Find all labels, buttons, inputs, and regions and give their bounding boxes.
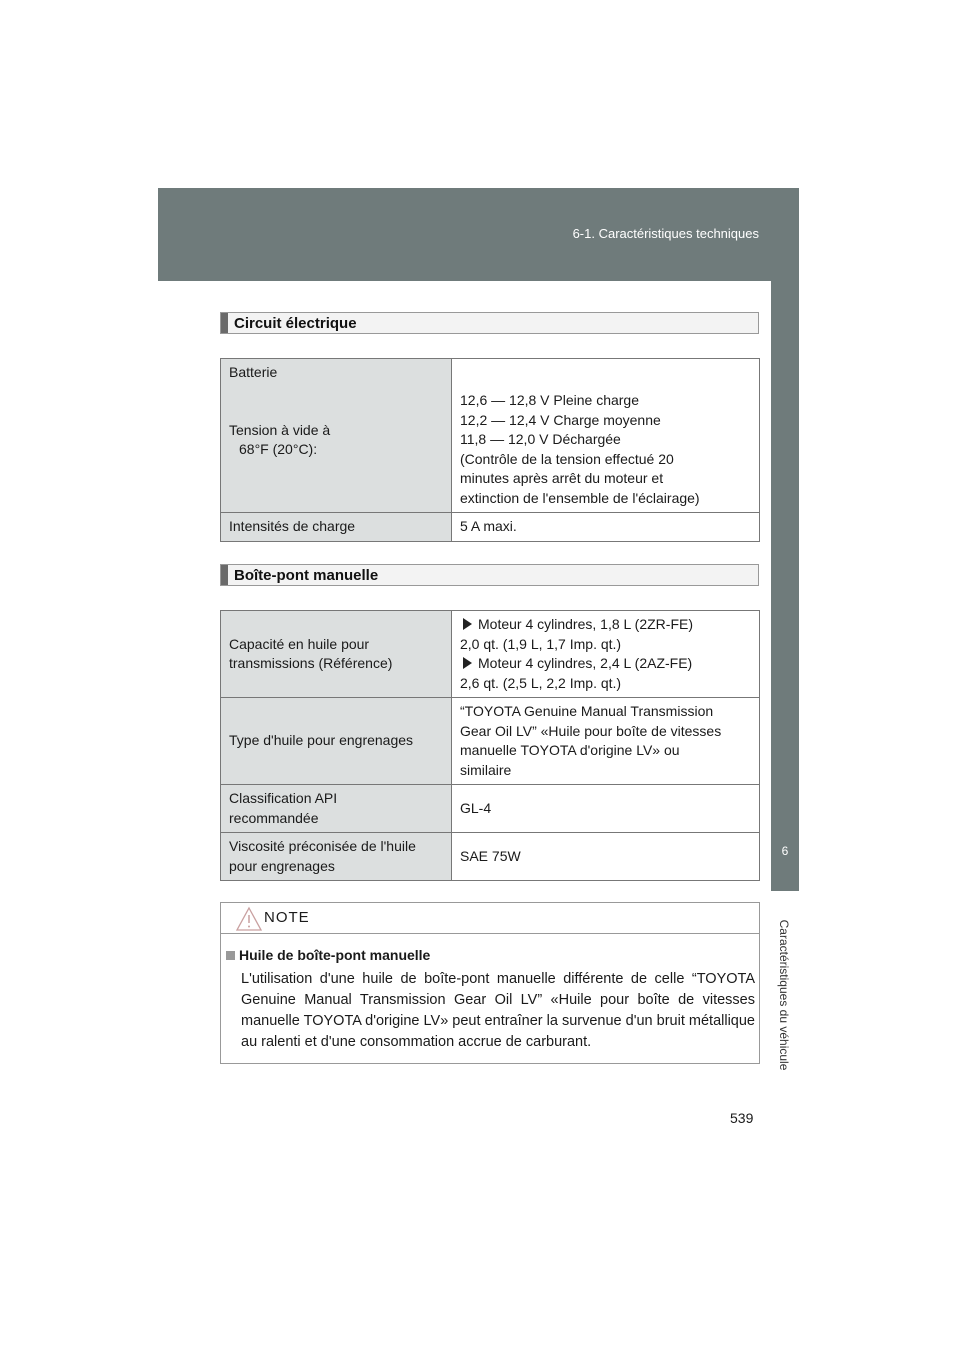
api-label-cell: [221, 785, 452, 833]
battery-label: Batterie: [229, 364, 278, 380]
oil-type-line-3: manuelle TOYOTA d'origine LV» ou: [460, 742, 680, 758]
section-heading-electrical: [220, 312, 759, 334]
battery-voltage-label: Tension à vide à: [229, 421, 331, 438]
charging-value: 5 A maxi.: [452, 513, 760, 542]
battery-value-cell: [452, 359, 760, 513]
section-heading-manual: [220, 564, 759, 586]
table-row: [221, 611, 760, 698]
battery-full: 12,6 — 12,8 V Pleine charge: [460, 392, 640, 408]
viscosity-label-2: pour engrenages: [229, 857, 335, 874]
viscosity-label-cell: [221, 833, 452, 881]
battery-temp-label: 68°F (20°C):: [239, 441, 318, 457]
capacity-value-cell: [452, 611, 760, 698]
capacity-label-2: transmissions (Référence): [229, 655, 393, 671]
oil-type-line-1: “TOYOTA Genuine Manual Transmission: [460, 703, 714, 719]
note-subtitle-row: [226, 947, 430, 963]
api-label-2: recommandée: [229, 809, 319, 826]
api-label-1: Classification API: [229, 790, 338, 806]
chapter-tab: 6: [771, 811, 799, 891]
battery-discharged: 11,8 — 12,0 V Déchargée: [460, 431, 621, 447]
note-subtitle: Huile de boîte-pont manuelle: [239, 947, 431, 963]
electrical-spec-table: [220, 358, 760, 542]
capacity-label-cell: [221, 611, 452, 698]
battery-note-1: (Contrôle de la tension effectué 20: [460, 450, 674, 467]
oil-type-line-2: Gear Oil LV” «Huile pour boîte de vitesses: [460, 722, 722, 739]
viscosity-label-1: Viscosité préconisée de l'huile: [229, 838, 416, 854]
oil-type-label: Type d'huile pour engrenages: [221, 698, 452, 785]
note-box: [220, 902, 760, 1064]
side-strip: [771, 281, 799, 811]
chapter-side-label: [772, 900, 796, 1090]
charging-label: Intensités de charge: [221, 513, 452, 542]
chapter-title: 6-1. Caractéristiques techniques: [572, 226, 759, 241]
battery-label-cell: [221, 359, 452, 513]
oil-type-line-4: similaire: [460, 761, 512, 778]
api-value: GL-4: [452, 785, 760, 833]
page-number: 539: [730, 1110, 754, 1126]
arrow-icon: [463, 657, 472, 669]
capacity-2: 2,6 qt. (2,5 L, 2,2 Imp. qt.): [460, 674, 622, 691]
note-title: NOTE: [264, 909, 310, 926]
section-title: Circuit électrique: [234, 315, 357, 332]
heading-bar: [221, 313, 228, 333]
battery-note-3: extinction de l'ensemble de l'éclairage): [460, 489, 700, 506]
capacity-label-1: Capacité en huile pour: [229, 635, 370, 652]
battery-medium: 12,2 — 12,4 V Charge moyenne: [460, 411, 661, 428]
table-row: [221, 359, 760, 513]
bullet-square-icon: [226, 951, 235, 960]
table-row: [221, 698, 760, 785]
battery-note-2: minutes après arrêt du moteur et: [460, 470, 664, 486]
table-row: [221, 833, 760, 881]
manual-spec-table: [220, 610, 760, 881]
engine-1: Moteur 4 cylindres, 1,8 L (2ZR-FE): [478, 616, 693, 632]
engine-2: Moteur 4 cylindres, 2,4 L (2AZ-FE): [478, 655, 693, 671]
note-header: [221, 903, 759, 934]
table-row: [221, 513, 760, 542]
side-label-text: Caractéristiques du véhicule: [777, 919, 791, 1071]
capacity-1: 2,0 qt. (1,9 L, 1,7 Imp. qt.): [460, 635, 622, 652]
warning-icon: [235, 906, 263, 932]
viscosity-value: SAE 75W: [452, 833, 760, 881]
page-header: [158, 188, 799, 281]
oil-type-value-cell: [452, 698, 760, 785]
arrow-icon: [463, 618, 472, 630]
table-row: [221, 785, 760, 833]
section-title: Boîte-pont manuelle: [234, 567, 379, 584]
heading-bar: [221, 565, 228, 585]
note-body: L'utilisation d'une huile de boîte-pont manuelle différente de celle “TOYOTA Genuine Manual Transmission Gear Oil LV” «Huile pour boîte de vitesses manuelle TOYOTA d'origine LV» peut entraîner la survenue d'un bruit métallique au ralenti et d'une consommation accrue de carburant.: [241, 971, 755, 1050]
